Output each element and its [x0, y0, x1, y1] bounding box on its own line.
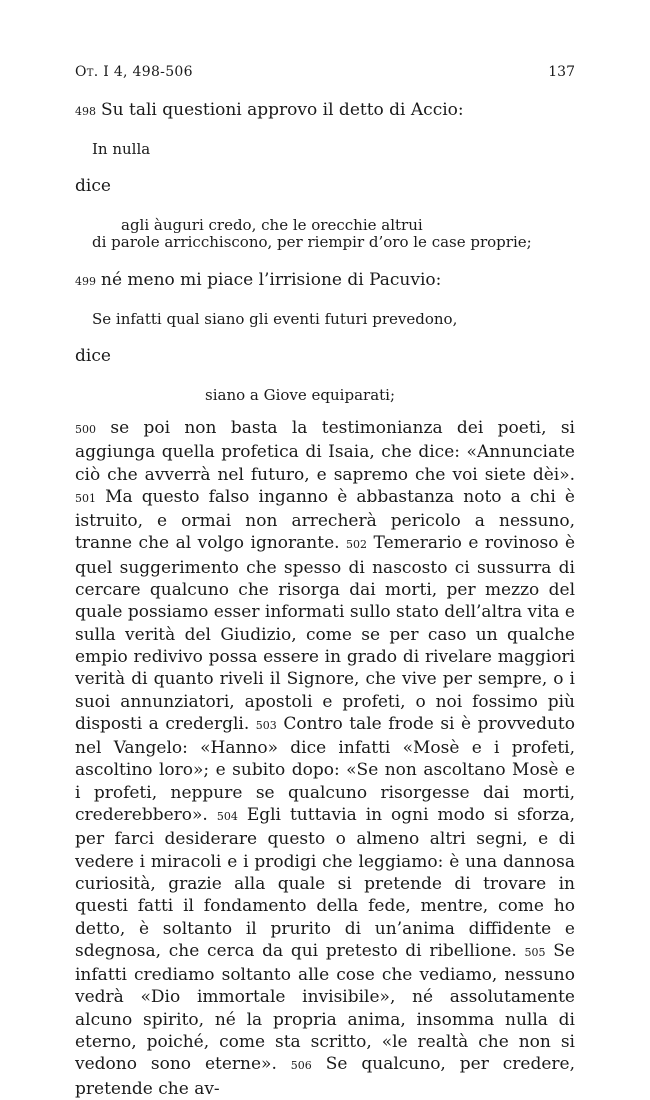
sentence: Temerario e rovinoso è quel suggerimento che spesso di nascosto ci sussurra di cercare qualcuno che risorga dai morti, per mezzo del quale possiamo esser informati sullo stato dell’altra vita e sulla verità del Giudizio, come se per caso un qualche empio redivivo possa essere in grado di rivelare maggiori verità di quanto riveli il Signore, che vive per sempre, o i suoi annunziatori, apostoli e profeti, o noi fossimo più disposti a credergli. — [75, 533, 576, 734]
sentence: Se infatti crediamo soltanto alle cose che vediamo, nessuno vedrà «Dio immortale invisibile», né assolutamente alcuno spirito, né la propria anima, insomma nulla di eterno, poiché, come sta scritto, «le realtà che non si vedono sono eterne». — [75, 940, 575, 1075]
prose-paragraph — [75, 417, 575, 1100]
section-number: 501 — [75, 491, 96, 505]
section-number: 504 — [216, 810, 238, 824]
verse-line: In nulla — [92, 140, 151, 158]
paragraph-text: né meno mi piace l’irrisione di Pacuvio: — [101, 270, 442, 290]
section-number: 506 — [290, 1059, 312, 1073]
page-number: 137 — [548, 64, 575, 80]
sentence: Contro tale frode si è provveduto nel Vangelo: «Hanno» dice infatti «Mosè e i profeti, ascoltino loro»; e subito dopo: «Se non ascoltano Mosè e i profeti, neppure se qualcuno risorgesse dai morti, crederebbero». — [75, 713, 575, 826]
sentence: Egli tuttavia in ogni modo si sforza, per farci desiderare questo o almeno altri segni, e di vedere i miracoli e i prodigi che leggiamo: è una dannosa curiosità, grazie alla quale si pretende di trovare in questi fatti il fondamento della fede, mentre, come ho detto, è soltanto il prurito di un’anima diffidente e sdegnosa, che cerca da qui pretesto di ribellione. — [75, 805, 575, 961]
section-number: 503 — [255, 718, 277, 732]
section-number: 502 — [346, 538, 368, 552]
section-number: 505 — [524, 945, 546, 959]
running-header — [75, 64, 575, 84]
verse-line: Se infatti qual siano gli eventi futuri prevedono, — [92, 310, 458, 328]
prose-text — [75, 417, 575, 1100]
sentence: Ma questo falso inganno è abbastanza noto a chi è istruito, e ormai non arrecherà pericolo a nessuno, tranne che al volgo ignorante. — [75, 486, 575, 554]
sentence: Se qualcuno, per credere, pretende che av- — [75, 1054, 575, 1099]
section-number: 500 — [75, 423, 96, 436]
reference-numbers: I 4, 498-506 — [98, 64, 193, 80]
sentence: se poi non basta la testimonianza dei poeti, si aggiunga quella profetica di Isaia, che dice: «Annunciate ciò che avverrà nel futuro, e sapremo che voi siete dèi». — [75, 418, 575, 485]
section-reference — [75, 64, 193, 80]
verse-line: agli àuguri credo, che le orecchie altrui — [121, 216, 423, 234]
paragraph-498 — [75, 100, 464, 120]
inserted-word: dice — [75, 176, 111, 196]
section-number: 499 — [75, 275, 96, 288]
inserted-word: dice — [75, 346, 111, 366]
paragraph-text: Su tali questioni approvo il detto di Accio: — [101, 100, 464, 120]
work-abbreviation: Ot. — [75, 64, 99, 80]
verse-line: di parole arricchiscono, per riempir d’oro le case proprie; — [92, 233, 532, 251]
verse-line: siano a Giove equiparati; — [205, 386, 396, 404]
section-number: 498 — [75, 105, 96, 118]
paragraph-499 — [75, 270, 441, 290]
